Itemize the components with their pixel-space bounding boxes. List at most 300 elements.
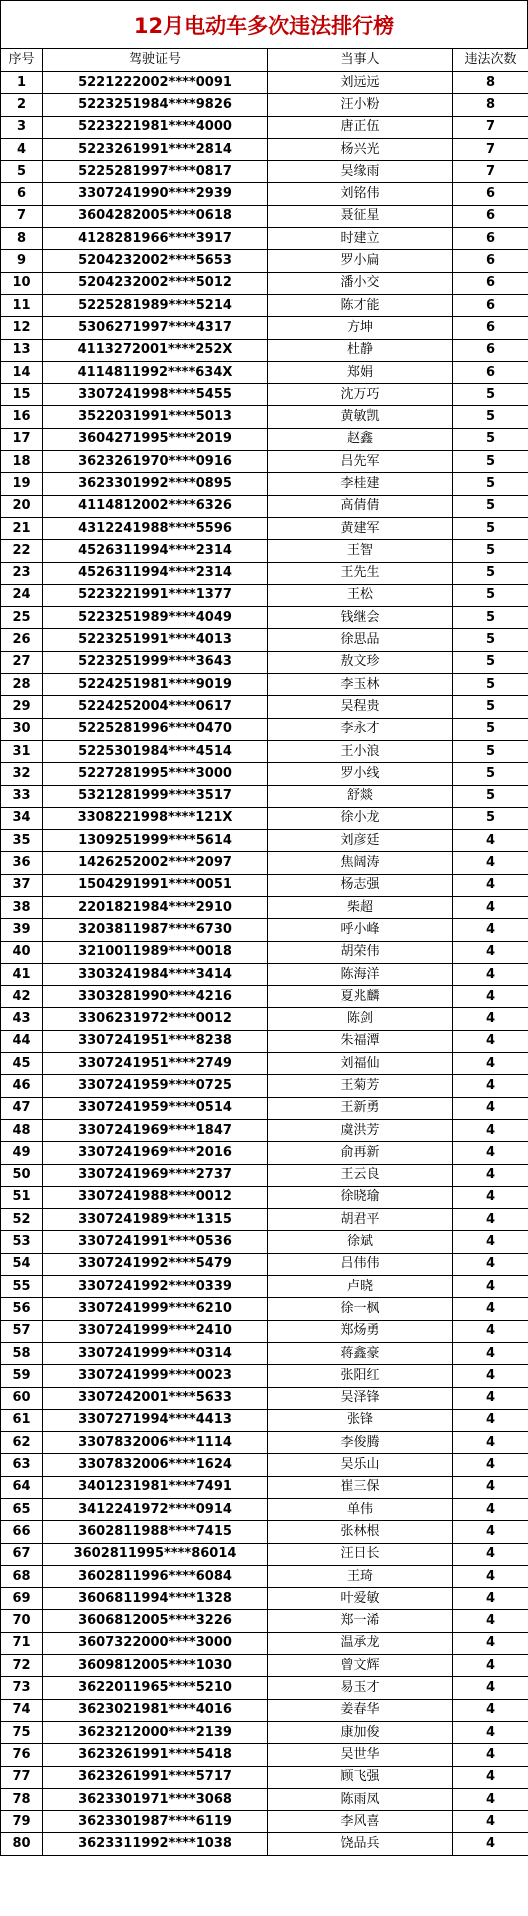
cell-count: 5 (453, 384, 528, 406)
cell-license: 3307241991****0536 (43, 1231, 268, 1253)
table-row (1, 1744, 528, 1766)
cell-no: 7 (1, 205, 43, 227)
table-row (1, 161, 528, 183)
table-row (1, 1209, 528, 1231)
cell-no: 73 (1, 1677, 43, 1699)
cell-person: 刘福仙 (268, 1053, 453, 1075)
cell-count: 6 (453, 250, 528, 272)
cell-person: 柴超 (268, 896, 453, 918)
cell-license: 3307241969****1847 (43, 1119, 268, 1141)
cell-count: 4 (453, 1811, 528, 1833)
cell-count: 4 (453, 852, 528, 874)
cell-person: 蒋鑫豪 (268, 1342, 453, 1364)
cell-person: 高倩倩 (268, 495, 453, 517)
cell-license: 4113272001****252X (43, 339, 268, 361)
cell-license: 3307832006****1114 (43, 1432, 268, 1454)
cell-license: 5321281999****3517 (43, 785, 268, 807)
cell-license: 3623301992****0895 (43, 473, 268, 495)
table-row (1, 963, 528, 985)
table-row (1, 1342, 528, 1364)
cell-no: 18 (1, 451, 43, 473)
table-row (1, 1499, 528, 1521)
table-row (1, 1030, 528, 1052)
cell-count: 4 (453, 1209, 528, 1231)
cell-no: 20 (1, 495, 43, 517)
cell-no: 2 (1, 94, 43, 116)
table-row (1, 785, 528, 807)
cell-person: 单伟 (268, 1499, 453, 1521)
table-row (1, 428, 528, 450)
cell-count: 5 (453, 584, 528, 606)
cell-no: 6 (1, 183, 43, 205)
cell-license: 5227281995****3000 (43, 763, 268, 785)
cell-count: 4 (453, 1565, 528, 1587)
cell-person: 黄建军 (268, 517, 453, 539)
table-row (1, 1231, 528, 1253)
table-row (1, 1543, 528, 1565)
cell-person: 郑一浠 (268, 1610, 453, 1632)
table-row (1, 1276, 528, 1298)
cell-license: 3604271995****2019 (43, 428, 268, 450)
cell-count: 5 (453, 696, 528, 718)
cell-license: 3307241951****8238 (43, 1030, 268, 1052)
cell-license: 5225281989****5214 (43, 294, 268, 316)
cell-person: 王琦 (268, 1565, 453, 1587)
table-row (1, 1409, 528, 1431)
cell-person: 顾飞强 (268, 1766, 453, 1788)
cell-no: 3 (1, 116, 43, 138)
cell-no: 51 (1, 1186, 43, 1208)
cell-no: 72 (1, 1655, 43, 1677)
cell-license: 3602811988****7415 (43, 1521, 268, 1543)
cell-count: 5 (453, 406, 528, 428)
cell-license: 3307241999****0023 (43, 1365, 268, 1387)
cell-no: 48 (1, 1119, 43, 1141)
table-row (1, 629, 528, 651)
cell-count: 4 (453, 1186, 528, 1208)
cell-license: 1426252002****2097 (43, 852, 268, 874)
cell-person: 潘小交 (268, 272, 453, 294)
cell-count: 5 (453, 607, 528, 629)
cell-no: 64 (1, 1476, 43, 1498)
cell-count: 4 (453, 919, 528, 941)
cell-count: 4 (453, 1342, 528, 1364)
cell-no: 29 (1, 696, 43, 718)
cell-no: 71 (1, 1632, 43, 1654)
cell-person: 李玉林 (268, 674, 453, 696)
cell-count: 4 (453, 1432, 528, 1454)
cell-license: 3307241990****2939 (43, 183, 268, 205)
cell-count: 4 (453, 1119, 528, 1141)
cell-count: 4 (453, 874, 528, 896)
cell-person: 赵鑫 (268, 428, 453, 450)
table-row (1, 896, 528, 918)
cell-count: 4 (453, 1588, 528, 1610)
cell-license: 3303241984****3414 (43, 963, 268, 985)
cell-count: 4 (453, 1097, 528, 1119)
cell-count: 4 (453, 1142, 528, 1164)
cell-person: 王智 (268, 540, 453, 562)
table-row (1, 1677, 528, 1699)
cell-no: 77 (1, 1766, 43, 1788)
cell-license: 3401231981****7491 (43, 1476, 268, 1498)
cell-license: 3602811996****6084 (43, 1565, 268, 1587)
cell-person: 叶爱敏 (268, 1588, 453, 1610)
cell-license: 1504291991****0051 (43, 874, 268, 896)
cell-no: 27 (1, 651, 43, 673)
cell-count: 6 (453, 183, 528, 205)
cell-person: 易玉才 (268, 1677, 453, 1699)
cell-no: 40 (1, 941, 43, 963)
cell-count: 4 (453, 1008, 528, 1030)
cell-license: 4114811992****634X (43, 361, 268, 383)
cell-license: 3203811987****6730 (43, 919, 268, 941)
cell-count: 4 (453, 1499, 528, 1521)
cell-license: 3602811995****86014 (43, 1543, 268, 1565)
cell-count: 8 (453, 94, 528, 116)
cell-no: 45 (1, 1053, 43, 1075)
cell-license: 3307241988****0012 (43, 1186, 268, 1208)
table-row (1, 1766, 528, 1788)
cell-license: 3607322000****3000 (43, 1632, 268, 1654)
cell-license: 2201821984****2910 (43, 896, 268, 918)
table-row (1, 1053, 528, 1075)
cell-license: 5223221991****1377 (43, 584, 268, 606)
cell-person: 杨志强 (268, 874, 453, 896)
cell-license: 5306271997****4317 (43, 317, 268, 339)
cell-license: 3623261991****5418 (43, 1744, 268, 1766)
cell-person: 吕先军 (268, 451, 453, 473)
cell-no: 56 (1, 1298, 43, 1320)
cell-license: 3623301971****3068 (43, 1788, 268, 1810)
table-row (1, 1454, 528, 1476)
cell-no: 23 (1, 562, 43, 584)
cell-person: 张阳红 (268, 1365, 453, 1387)
cell-person: 郑炀勇 (268, 1320, 453, 1342)
cell-count: 5 (453, 428, 528, 450)
cell-count: 5 (453, 495, 528, 517)
cell-license: 3307242001****5633 (43, 1387, 268, 1409)
cell-no: 76 (1, 1744, 43, 1766)
table-row (1, 1097, 528, 1119)
cell-person: 徐斌 (268, 1231, 453, 1253)
cell-license: 5223221981****4000 (43, 116, 268, 138)
table-row (1, 1788, 528, 1810)
cell-count: 4 (453, 1075, 528, 1097)
cell-person: 俞再新 (268, 1142, 453, 1164)
cell-no: 62 (1, 1432, 43, 1454)
cell-count: 4 (453, 986, 528, 1008)
table-row (1, 1119, 528, 1141)
cell-count: 7 (453, 116, 528, 138)
cell-person: 陈才能 (268, 294, 453, 316)
header-count: 违法次数 (453, 49, 528, 72)
cell-no: 59 (1, 1365, 43, 1387)
cell-person: 李桂建 (268, 473, 453, 495)
cell-no: 11 (1, 294, 43, 316)
cell-person: 陈雨凤 (268, 1788, 453, 1810)
cell-license: 5223261991****2814 (43, 138, 268, 160)
cell-no: 63 (1, 1454, 43, 1476)
table-row (1, 562, 528, 584)
cell-count: 4 (453, 1632, 528, 1654)
cell-license: 5224252004****0617 (43, 696, 268, 718)
cell-count: 4 (453, 1409, 528, 1431)
table-row (1, 361, 528, 383)
cell-no: 79 (1, 1811, 43, 1833)
table-row (1, 1432, 528, 1454)
cell-license: 3412241972****0914 (43, 1499, 268, 1521)
cell-count: 4 (453, 1365, 528, 1387)
cell-license: 3623311992****1038 (43, 1833, 268, 1855)
cell-license: 5223251991****4013 (43, 629, 268, 651)
cell-count: 5 (453, 473, 528, 495)
cell-license: 3609812005****1030 (43, 1655, 268, 1677)
cell-count: 6 (453, 361, 528, 383)
cell-license: 3307241992****0339 (43, 1276, 268, 1298)
cell-count: 6 (453, 272, 528, 294)
cell-no: 21 (1, 517, 43, 539)
cell-count: 4 (453, 1677, 528, 1699)
cell-license: 3307241989****1315 (43, 1209, 268, 1231)
cell-person: 王小浪 (268, 740, 453, 762)
table-row (1, 1298, 528, 1320)
cell-person: 杨兴光 (268, 138, 453, 160)
cell-person: 徐思品 (268, 629, 453, 651)
cell-count: 4 (453, 1655, 528, 1677)
cell-license: 4128281966****3917 (43, 228, 268, 250)
cell-person: 徐一枫 (268, 1298, 453, 1320)
cell-person: 姜春华 (268, 1699, 453, 1721)
cell-person: 罗小线 (268, 763, 453, 785)
cell-license: 5204232002****5653 (43, 250, 268, 272)
table-row (1, 495, 528, 517)
cell-count: 5 (453, 629, 528, 651)
cell-count: 5 (453, 718, 528, 740)
table-row (1, 1610, 528, 1632)
cell-count: 4 (453, 1521, 528, 1543)
cell-person: 吴缘雨 (268, 161, 453, 183)
cell-count: 6 (453, 317, 528, 339)
cell-license: 5221222002****0091 (43, 72, 268, 94)
cell-license: 3307241969****2737 (43, 1164, 268, 1186)
table-row (1, 272, 528, 294)
cell-person: 王云良 (268, 1164, 453, 1186)
cell-person: 康加俊 (268, 1721, 453, 1743)
cell-license: 4114812002****6326 (43, 495, 268, 517)
cell-license: 5223251999****3643 (43, 651, 268, 673)
cell-person: 吴世华 (268, 1744, 453, 1766)
cell-no: 44 (1, 1030, 43, 1052)
cell-count: 4 (453, 1320, 528, 1342)
table-row (1, 1186, 528, 1208)
cell-person: 吴泽锋 (268, 1387, 453, 1409)
cell-no: 54 (1, 1253, 43, 1275)
cell-license: 3308221998****121X (43, 807, 268, 829)
cell-count: 4 (453, 1476, 528, 1498)
cell-license: 3604282005****0618 (43, 205, 268, 227)
cell-no: 10 (1, 272, 43, 294)
table-row (1, 830, 528, 852)
table-row (1, 1008, 528, 1030)
cell-license: 3307241951****2749 (43, 1053, 268, 1075)
cell-person: 李俊腾 (268, 1432, 453, 1454)
table-row (1, 651, 528, 673)
cell-person: 杜静 (268, 339, 453, 361)
cell-no: 25 (1, 607, 43, 629)
cell-no: 5 (1, 161, 43, 183)
cell-no: 24 (1, 584, 43, 606)
table-row (1, 517, 528, 539)
cell-person: 温承龙 (268, 1632, 453, 1654)
cell-person: 汪日长 (268, 1543, 453, 1565)
cell-person: 敖文珍 (268, 651, 453, 673)
cell-no: 26 (1, 629, 43, 651)
cell-count: 4 (453, 1699, 528, 1721)
table-row (1, 317, 528, 339)
cell-no: 19 (1, 473, 43, 495)
cell-person: 陈剑 (268, 1008, 453, 1030)
cell-no: 17 (1, 428, 43, 450)
cell-license: 1309251999****5614 (43, 830, 268, 852)
table-row (1, 294, 528, 316)
cell-count: 6 (453, 294, 528, 316)
cell-person: 吕伟伟 (268, 1253, 453, 1275)
cell-no: 61 (1, 1409, 43, 1431)
table-row (1, 1320, 528, 1342)
cell-no: 32 (1, 763, 43, 785)
table-row (1, 763, 528, 785)
cell-person: 胡君平 (268, 1209, 453, 1231)
cell-license: 5225301984****4514 (43, 740, 268, 762)
page-title: 12月电动车多次违法排行榜 (0, 0, 528, 49)
cell-no: 50 (1, 1164, 43, 1186)
cell-person: 曾文辉 (268, 1655, 453, 1677)
cell-no: 52 (1, 1209, 43, 1231)
cell-license: 3307241998****5455 (43, 384, 268, 406)
cell-license: 3307241959****0514 (43, 1097, 268, 1119)
cell-person: 胡荣伟 (268, 941, 453, 963)
cell-license: 3622011965****5210 (43, 1677, 268, 1699)
cell-license: 3307241999****6210 (43, 1298, 268, 1320)
table-row (1, 228, 528, 250)
cell-no: 9 (1, 250, 43, 272)
cell-person: 王新勇 (268, 1097, 453, 1119)
table-row (1, 607, 528, 629)
cell-count: 4 (453, 1030, 528, 1052)
cell-no: 35 (1, 830, 43, 852)
cell-person: 方坤 (268, 317, 453, 339)
table-row (1, 1721, 528, 1743)
table-row (1, 384, 528, 406)
cell-no: 4 (1, 138, 43, 160)
table-row (1, 250, 528, 272)
cell-person: 夏兆麟 (268, 986, 453, 1008)
cell-person: 沈万巧 (268, 384, 453, 406)
cell-person: 朱福潭 (268, 1030, 453, 1052)
cell-license: 5223251989****4049 (43, 607, 268, 629)
cell-person: 聂征星 (268, 205, 453, 227)
cell-no: 75 (1, 1721, 43, 1743)
cell-person: 王松 (268, 584, 453, 606)
cell-person: 焦阔涛 (268, 852, 453, 874)
cell-person: 黄敏凯 (268, 406, 453, 428)
cell-license: 5225281996****0470 (43, 718, 268, 740)
cell-no: 55 (1, 1276, 43, 1298)
cell-license: 3623261970****0916 (43, 451, 268, 473)
cell-no: 42 (1, 986, 43, 1008)
cell-person: 刘铭伟 (268, 183, 453, 205)
cell-no: 66 (1, 1521, 43, 1543)
cell-person: 李永才 (268, 718, 453, 740)
cell-license: 4526311994****2314 (43, 540, 268, 562)
cell-license: 5223251984****9826 (43, 94, 268, 116)
cell-no: 46 (1, 1075, 43, 1097)
cell-count: 7 (453, 161, 528, 183)
cell-count: 4 (453, 1164, 528, 1186)
table-row (1, 205, 528, 227)
cell-person: 张林根 (268, 1521, 453, 1543)
cell-no: 13 (1, 339, 43, 361)
cell-license: 5224251981****9019 (43, 674, 268, 696)
cell-count: 5 (453, 517, 528, 539)
cell-license: 3307271994****4413 (43, 1409, 268, 1431)
cell-count: 5 (453, 562, 528, 584)
cell-person: 卢晓 (268, 1276, 453, 1298)
cell-person: 罗小扁 (268, 250, 453, 272)
cell-count: 4 (453, 1543, 528, 1565)
table-row (1, 1811, 528, 1833)
cell-license: 4312241988****5596 (43, 517, 268, 539)
cell-no: 38 (1, 896, 43, 918)
cell-count: 4 (453, 1833, 528, 1855)
cell-count: 8 (453, 72, 528, 94)
cell-count: 4 (453, 1253, 528, 1275)
cell-count: 5 (453, 785, 528, 807)
cell-count: 5 (453, 763, 528, 785)
cell-no: 78 (1, 1788, 43, 1810)
cell-no: 22 (1, 540, 43, 562)
cell-no: 39 (1, 919, 43, 941)
table-row (1, 718, 528, 740)
cell-license: 3623301987****6119 (43, 1811, 268, 1833)
cell-person: 舒燚 (268, 785, 453, 807)
cell-count: 6 (453, 228, 528, 250)
cell-person: 唐正伍 (268, 116, 453, 138)
cell-no: 28 (1, 674, 43, 696)
cell-no: 34 (1, 807, 43, 829)
cell-person: 吴乐山 (268, 1454, 453, 1476)
table-row (1, 852, 528, 874)
cell-license: 5225281997****0817 (43, 161, 268, 183)
cell-no: 58 (1, 1342, 43, 1364)
table-row (1, 1164, 528, 1186)
cell-license: 3606811994****1328 (43, 1588, 268, 1610)
cell-license: 3306231972****0012 (43, 1008, 268, 1030)
cell-no: 43 (1, 1008, 43, 1030)
cell-person: 王菊芳 (268, 1075, 453, 1097)
cell-no: 16 (1, 406, 43, 428)
table-row (1, 674, 528, 696)
cell-license: 3307241992****5479 (43, 1253, 268, 1275)
cell-person: 刘远远 (268, 72, 453, 94)
cell-person: 钱继会 (268, 607, 453, 629)
cell-no: 47 (1, 1097, 43, 1119)
cell-license: 3210011989****0018 (43, 941, 268, 963)
cell-no: 37 (1, 874, 43, 896)
table-row (1, 941, 528, 963)
cell-count: 4 (453, 963, 528, 985)
